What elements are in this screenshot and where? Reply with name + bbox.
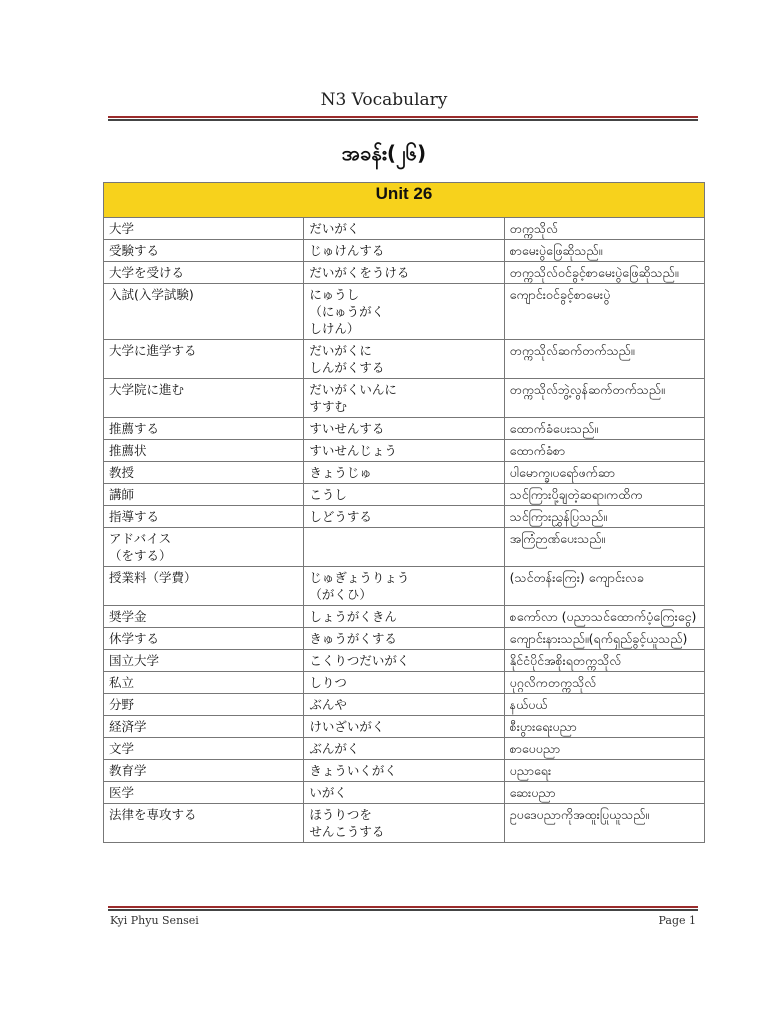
meaning-cell: နယ်ပယ် — [504, 694, 704, 716]
kanji-cell: アドバイス （をする） — [104, 528, 304, 567]
kanji-cell: 国立大学 — [104, 650, 304, 672]
kanji-cell: 教育学 — [104, 760, 304, 782]
reading-cell: だいがくをうける — [304, 262, 504, 284]
reading-cell: ぶんや — [304, 694, 504, 716]
meaning-cell: ကျောင်းနားသည်။(ရက်ရှည်ခွင့်ယူသည်) — [504, 628, 704, 650]
meaning-cell: ပါမောက္ခ၊ပရော်ဖက်ဆာ — [504, 462, 704, 484]
meaning-cell: ဆေးပညာ — [504, 782, 704, 804]
reading-cell: じゅけんする — [304, 240, 504, 262]
kanji-cell: 受験する — [104, 240, 304, 262]
table-row — [104, 340, 705, 379]
table-row — [104, 760, 705, 782]
kanji-cell: 推薦する — [104, 418, 304, 440]
reading-cell: けいざいがく — [304, 716, 504, 738]
footer-author: Kyi Phyu Sensei — [110, 914, 199, 927]
table-row — [104, 440, 705, 462]
meaning-cell: တက္ကသိုလ်ဝင်ခွင့်စာမေးပွဲဖြေဆိုသည်။ — [504, 262, 704, 284]
table-row — [104, 284, 705, 340]
reading-cell: すいせんする — [304, 418, 504, 440]
meaning-cell: ကျောင်းဝင်ခွင့်စာမေးပွဲ — [504, 284, 704, 340]
meaning-cell: (သင်တန်းကြေး) ကျောင်းလခ — [504, 567, 704, 606]
kanji-cell: 大学 — [104, 218, 304, 240]
meaning-cell: တက္ကသိုလ်ဘွဲ့လွန်ဆက်တက်သည်။ — [504, 379, 704, 418]
kanji-cell: 分野 — [104, 694, 304, 716]
table-row — [104, 379, 705, 418]
meaning-cell: အကြံဉာဏ်ပေးသည်။ — [504, 528, 704, 567]
vocabulary-table — [103, 182, 705, 843]
table-row — [104, 240, 705, 262]
meaning-cell: ပညာရေး — [504, 760, 704, 782]
meaning-cell: ဥပဒေပညာကိုအထူးပြုယူသည်။ — [504, 804, 704, 843]
table-row — [104, 567, 705, 606]
meaning-cell: စာမေးပွဲဖြေဆိုသည်။ — [504, 240, 704, 262]
meaning-cell: စာပေပညာ — [504, 738, 704, 760]
page-number: Page 1 — [658, 914, 696, 927]
kanji-cell: 入試(入学試験) — [104, 284, 304, 340]
kanji-cell: 休学する — [104, 628, 304, 650]
reading-cell: きょうじゅ — [304, 462, 504, 484]
meaning-cell: တက္ကသိုလ် — [504, 218, 704, 240]
kanji-cell: 大学を受ける — [104, 262, 304, 284]
reading-cell: きゅうがくする — [304, 628, 504, 650]
reading-cell: だいがく — [304, 218, 504, 240]
reading-cell — [304, 528, 504, 567]
table-row — [104, 606, 705, 628]
kanji-cell: 経済学 — [104, 716, 304, 738]
meaning-cell: နိုင်ငံပိုင်အစိုးရတက္ကသိုလ် — [504, 650, 704, 672]
kanji-cell: 大学院に進む — [104, 379, 304, 418]
reading-cell: じゅぎょうりょう （がくひ） — [304, 567, 504, 606]
unit-title: Unit 26 — [104, 183, 705, 218]
reading-cell: しどうする — [304, 506, 504, 528]
reading-cell: ほうりつを せんこうする — [304, 804, 504, 843]
table-row — [104, 716, 705, 738]
reading-cell: きょういくがく — [304, 760, 504, 782]
table-row — [104, 672, 705, 694]
reading-cell: にゅうし （にゅうがく しけん） — [304, 284, 504, 340]
table-row — [104, 218, 705, 240]
reading-cell: こうし — [304, 484, 504, 506]
table-row — [104, 506, 705, 528]
reading-cell: しりつ — [304, 672, 504, 694]
kanji-cell: 授業料（学費） — [104, 567, 304, 606]
kanji-cell: 指導する — [104, 506, 304, 528]
table-row — [104, 804, 705, 843]
table-row — [104, 418, 705, 440]
kanji-cell: 教授 — [104, 462, 304, 484]
reading-cell: だいがくに しんがくする — [304, 340, 504, 379]
table-row — [104, 262, 705, 284]
meaning-cell: တက္ကသိုလ်ဆက်တက်သည်။ — [504, 340, 704, 379]
kanji-cell: 法律を専攻する — [104, 804, 304, 843]
page-title: N3 Vocabulary — [320, 90, 448, 110]
header-divider — [108, 116, 698, 121]
meaning-cell: ထောက်ခံပေးသည်။ — [504, 418, 704, 440]
meaning-cell: စီးပွားရေးပညာ — [504, 716, 704, 738]
meaning-cell: ပုဂ္ဂလိကတက္ကသိုလ် — [504, 672, 704, 694]
kanji-cell: 医学 — [104, 782, 304, 804]
table-row — [104, 694, 705, 716]
section-heading: အခန်း(၂၆) — [341, 141, 427, 165]
table-row — [104, 484, 705, 506]
reading-cell: こくりつだいがく — [304, 650, 504, 672]
kanji-cell: 推薦状 — [104, 440, 304, 462]
meaning-cell: သင်ကြားပို့ချတဲ့ဆရာ၊ကထိက — [504, 484, 704, 506]
kanji-cell: 奨学金 — [104, 606, 304, 628]
reading-cell: いがく — [304, 782, 504, 804]
table-row — [104, 738, 705, 760]
table-row — [104, 628, 705, 650]
table-row — [104, 462, 705, 484]
kanji-cell: 大学に進学する — [104, 340, 304, 379]
table-row — [104, 650, 705, 672]
meaning-cell: သင်ကြားညွှန်ပြသည်။ — [504, 506, 704, 528]
kanji-cell: 講師 — [104, 484, 304, 506]
kanji-cell: 文学 — [104, 738, 304, 760]
reading-cell: すいせんじょう — [304, 440, 504, 462]
table-row — [104, 782, 705, 804]
kanji-cell: 私立 — [104, 672, 304, 694]
reading-cell: だいがくいんに すすむ — [304, 379, 504, 418]
reading-cell: しょうがくきん — [304, 606, 504, 628]
reading-cell: ぶんがく — [304, 738, 504, 760]
footer-divider — [108, 906, 698, 911]
meaning-cell: စကော်လာ (ပညာသင်ထောက်ပံ့ကြေးငွေ) — [504, 606, 704, 628]
table-row — [104, 528, 705, 567]
meaning-cell: ထောက်ခံစာ — [504, 440, 704, 462]
unit-header-row — [104, 183, 705, 218]
